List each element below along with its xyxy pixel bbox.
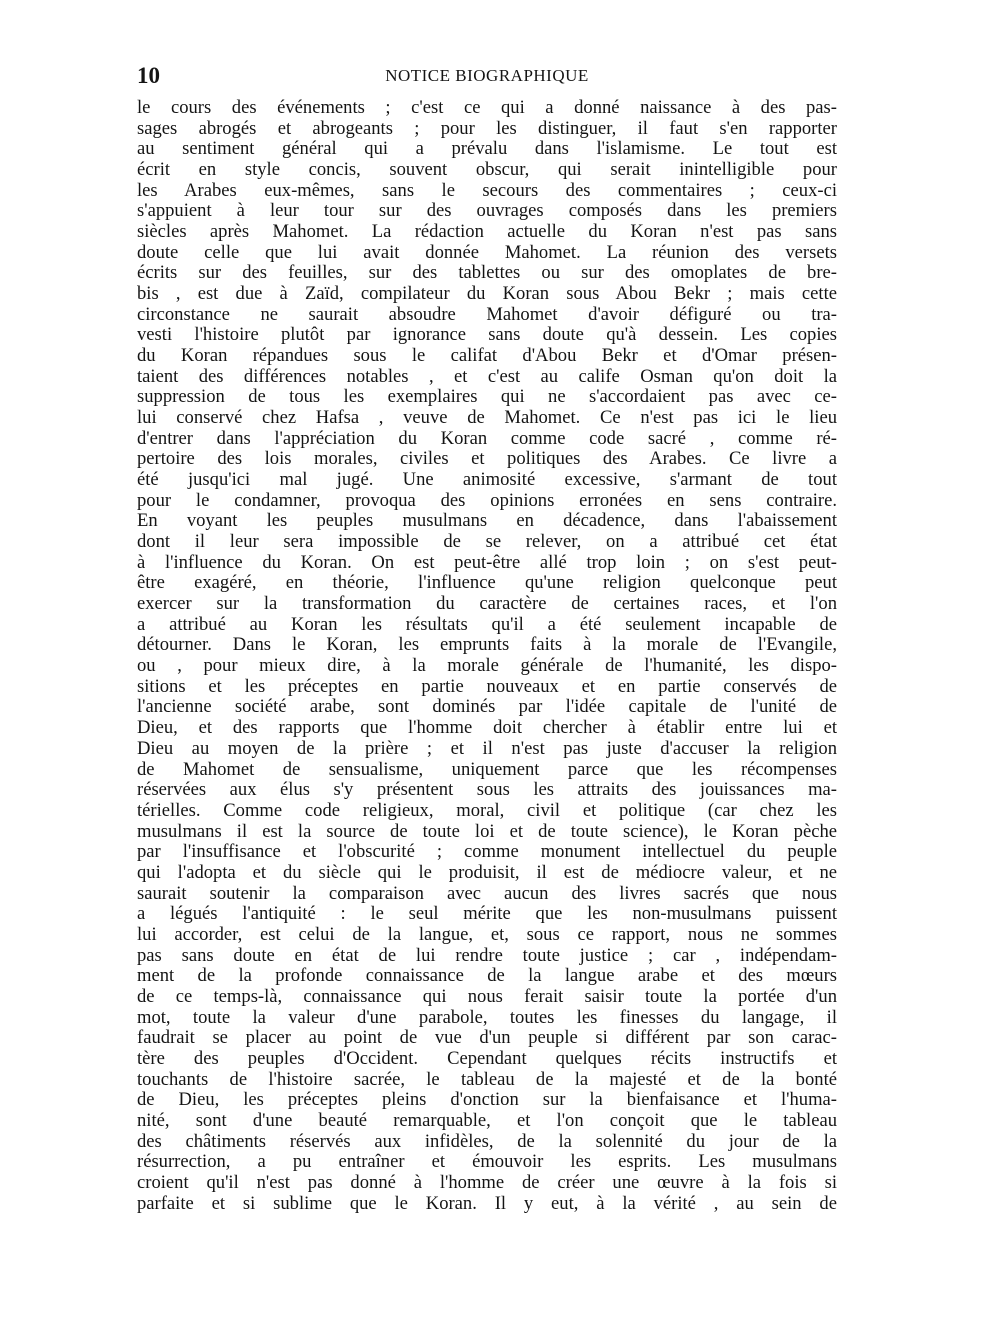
text-line: lui conservé chez Hafsa , veuve de Mahomet. Ce n'est pas ici le lieu bbox=[137, 408, 837, 429]
text-line: nité, sont d'une beauté remarquable, et l'on conçoit que le tableau bbox=[137, 1110, 837, 1131]
text-line: de Dieu, les préceptes pleins d'onction sur la bienfaisance et l'huma- bbox=[137, 1090, 837, 1111]
text-line: En voyant les peuples musulmans en décadence, dans l'abaissement bbox=[137, 511, 837, 532]
text-line: les Arabes eux-mêmes, sans le secours des commentaires ; ceux-ci bbox=[137, 180, 837, 201]
text-line: a attribué au Koran les résultats qu'il a été seulement incapable de bbox=[137, 614, 837, 635]
text-line: été jusqu'ici mal jugé. Une animosité excessive, s'armant de tout bbox=[137, 470, 837, 491]
body-text bbox=[137, 98, 837, 1214]
text-line: bis , est due à Zaïd, compilateur du Koran sous Abou Bekr ; mais cette bbox=[137, 284, 837, 305]
text-line: térielles. Comme code religieux, moral, civil et politique (car chez les bbox=[137, 800, 837, 821]
text-line: de ce temps-là, connaissance qui nous ferait saisir toute la portée d'un bbox=[137, 986, 837, 1007]
page-header bbox=[137, 63, 837, 89]
text-line: de Mahomet de sensualisme, uniquement parce que les récompenses bbox=[137, 759, 837, 780]
text-line: des châtiments réservés aux infidèles, de la solennité du jour de la bbox=[137, 1131, 837, 1152]
text-line: à l'influence du Koran. On est peut-être allé trop loin ; on s'est peut- bbox=[137, 552, 837, 573]
text-line: pas sans doute en état de lui rendre toute justice ; car , indépendam- bbox=[137, 945, 837, 966]
text-line: doute celle que lui avait donnée Mahomet. La réunion des versets bbox=[137, 242, 837, 263]
text-line: suppression de tous les exemplaires qui ne s'accordaient pas avec ce- bbox=[137, 387, 837, 408]
text-line: siècles après Mahomet. La rédaction actuelle du Koran n'est pas sans bbox=[137, 222, 837, 243]
text-line: écrits sur des feuilles, sur des tablettes ou sur des omoplates de bre- bbox=[137, 263, 837, 284]
text-line: lui accorder, est celui de la langue, et, sous ce rapport, nous ne sommes bbox=[137, 924, 837, 945]
text-line: pour le condamner, provoqua des opinions erronées en sens contraire. bbox=[137, 490, 837, 511]
text-line: par l'insuffisance et l'obscurité ; comme monument intellectuel du peuple bbox=[137, 842, 837, 863]
text-line: touchants de l'histoire sacrée, le tableau de la majesté et de la bonté bbox=[137, 1069, 837, 1090]
text-line: saurait soutenir la comparaison avec aucun des livres sacrés que nous bbox=[137, 883, 837, 904]
text-line: exercer sur la transformation du caractère de certaines races, et l'on bbox=[137, 594, 837, 615]
text-line: circonstance ne saurait absoudre Mahomet d'avoir défiguré ou tra- bbox=[137, 304, 837, 325]
text-line: ou , pour mieux dire, à la morale générale de l'humanité, les dispo- bbox=[137, 656, 837, 677]
text-line: réservées aux élus s'y présentent sous les attraits des jouissances ma- bbox=[137, 780, 837, 801]
text-line: du Koran répandues sous le califat d'Abou Bekr et d'Omar présen- bbox=[137, 346, 837, 367]
text-line: vesti l'histoire plutôt par ignorance sans doute qu'à dessein. Les copies bbox=[137, 325, 837, 346]
text-line: s'appuient à leur tour sur des ouvrages composés dans les premiers bbox=[137, 201, 837, 222]
text-line: tère des peuples d'Occident. Cependant quelques récits instructifs et bbox=[137, 1048, 837, 1069]
text-line: mot, toute la valeur d'une parabole, toutes les finesses du langage, il bbox=[137, 1007, 837, 1028]
text-line: au sentiment général qui a prévalu dans l'islamisme. Le tout est bbox=[137, 139, 837, 160]
text-line: a légués l'antiquité : le seul mérite que les non-musulmans puissent bbox=[137, 904, 837, 925]
text-line: croient qu'il n'est pas donné à l'homme de créer une œuvre à la fois si bbox=[137, 1172, 837, 1193]
text-line: parfaite et si sublime que le Koran. Il y eut, à la vérité , au sein de bbox=[137, 1193, 837, 1214]
page-number: 10 bbox=[137, 63, 160, 88]
text-line: dont il leur sera impossible de se relever, on a attribué cet état bbox=[137, 532, 837, 553]
text-line: Dieu, et des rapports que l'homme doit chercher à établir entre lui et bbox=[137, 718, 837, 739]
text-line: sages abrogés et abrogeants ; pour les distinguer, il faut s'en rapporter bbox=[137, 118, 837, 139]
text-line: l'ancienne société arabe, sont dominés par l'idée capitale de l'unité de bbox=[137, 697, 837, 718]
text-line: résurrection, a pu entraîner et émouvoir les esprits. Les musulmans bbox=[137, 1152, 837, 1173]
text-line: écrit en style concis, souvent obscur, qui serait inintelligible pour bbox=[137, 160, 837, 181]
text-line: détourner. Dans le Koran, les emprunts faits à la morale de l'Evangile, bbox=[137, 635, 837, 656]
text-line: d'entrer dans l'appréciation du Koran comme code sacré , comme ré- bbox=[137, 428, 837, 449]
text-line: être exagéré, en théorie, l'influence qu'une religion quelconque peut bbox=[137, 573, 837, 594]
text-line: ment de la profonde connaissance de la langue arabe et des mœurs bbox=[137, 966, 837, 987]
text-line: Dieu au moyen de la prière ; et il n'est pas juste d'accuser la religion bbox=[137, 738, 837, 759]
text-line: qui l'adopta et du siècle qui le produisit, il est de médiocre valeur, et ne bbox=[137, 862, 837, 883]
text-line: le cours des événements ; c'est ce qui a donné naissance à des pas- bbox=[137, 98, 837, 118]
text-line: musulmans il est la source de toute loi et de toute science), le Koran pèche bbox=[137, 821, 837, 842]
running-head: NOTICE BIOGRAPHIQUE bbox=[385, 66, 589, 85]
text-line: taient des différences notables , et c'est au calife Osman qu'on doit la bbox=[137, 366, 837, 387]
text-line: pertoire des lois morales, civiles et politiques des Arabes. Ce livre a bbox=[137, 449, 837, 470]
text-line: faudrait se placer au point de vue d'un peuple si différent par son carac- bbox=[137, 1028, 837, 1049]
text-line: sitions et les préceptes en partie nouveaux et en partie conservés de bbox=[137, 676, 837, 697]
